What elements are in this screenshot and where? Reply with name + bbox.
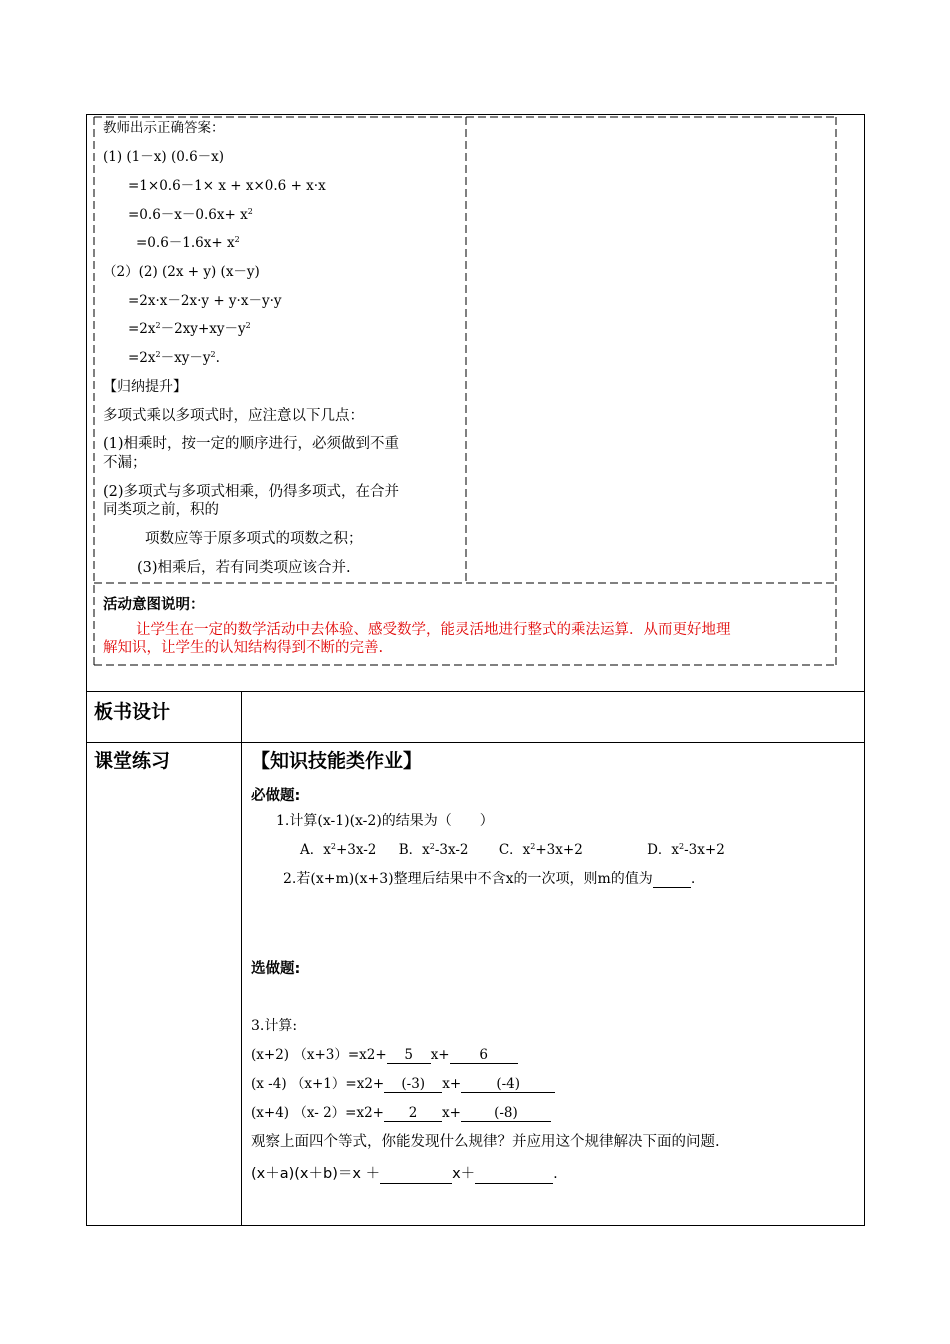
row-divider-practice bbox=[86, 742, 865, 743]
answer-q1-step1: =1×0.6－1× x + x×0.6 + x·x bbox=[128, 178, 326, 194]
summary-point2-line2: 同类项之前，积的 bbox=[103, 502, 219, 518]
summary-point2-line1: (2)多项式与多项式相乘，仍得多项式，在合并 bbox=[103, 484, 400, 500]
summary-point2-line3: 项数应等于原多项式的项数之积； bbox=[145, 531, 363, 547]
question-1-options bbox=[300, 841, 725, 859]
formula-blank-2[interactable] bbox=[475, 1165, 553, 1184]
formula: (x＋a)(x＋b)＝x ＋ x＋ . bbox=[251, 1166, 558, 1182]
label-column-divider bbox=[241, 691, 242, 1226]
intent-line2: 解知识，让学生的认知结构得到不断的完善. bbox=[103, 640, 384, 656]
observe-prompt: 观察上面四个等式，你能发现什么规律？并应用这个规律解决下面的问题. bbox=[251, 1134, 720, 1150]
answer-q2-title: （2）(2) (2x + y) (x－y) bbox=[103, 264, 260, 280]
answer-q2-step1: =2x·x－2x·y + y·x－y·y bbox=[128, 293, 282, 309]
board-label: 板书设计 bbox=[94, 701, 171, 723]
answer-q2-step2: $=2x^2-2xy+xy-y^2$ bbox=[128, 321, 251, 337]
option-a: A．$x^2+3x-2$ bbox=[300, 842, 377, 858]
optional-heading: 选做题: bbox=[251, 961, 301, 977]
option-d: D．$x^2-3x+2$ bbox=[647, 842, 725, 858]
intent-heading: 活动意图说明： bbox=[103, 597, 205, 613]
question-1: 1.计算(x-1)(x-2)的结果为（ ） bbox=[276, 813, 494, 829]
formula-blank-1[interactable] bbox=[380, 1165, 452, 1184]
summary-point1-line1: (1)相乘时，按一定的顺序进行，必须做到不重 bbox=[103, 436, 400, 452]
answer-q2-step3: $=2x^2-xy-y^2$. bbox=[128, 350, 220, 366]
outer-bottom-border bbox=[86, 1225, 865, 1226]
summary-point3: (3)相乘后，若有同类项应该合并. bbox=[137, 560, 351, 576]
summary-intro: 多项式乘以多项式时，应注意以下几点： bbox=[103, 408, 364, 424]
summary-point1-line2: 不漏； bbox=[103, 455, 147, 471]
option-c: C．$x^2+3x+2$ bbox=[498, 842, 583, 858]
question-2-blank[interactable] bbox=[653, 871, 691, 888]
answer-q1-step3: $=0.6-1.6x+ x^2$ bbox=[136, 235, 240, 251]
equation-3: (x+4) （x- 2）=x2+ 2 x+ (-8) bbox=[251, 1104, 551, 1122]
equation-2: (x -4) （x+1）=x2+ (-3) x+ (-4) bbox=[251, 1075, 555, 1093]
equation-2-blank-1[interactable]: (-3) bbox=[384, 1076, 442, 1093]
equation-1-blank-2[interactable]: 6 bbox=[450, 1047, 518, 1064]
question-3-title: 3.计算: bbox=[251, 1018, 298, 1034]
option-b: B．$x^2-3x-2$ bbox=[398, 842, 469, 858]
intent-line1: 让学生在一定的数学活动中去体验、感受数学，能灵活地进行整式的乘法运算．从而更好地理 bbox=[136, 622, 731, 638]
equation-3-blank-1[interactable]: 2 bbox=[384, 1105, 442, 1122]
equation-1: (x+2) （x+3）=x2+ 5 x+ 6 bbox=[251, 1046, 518, 1064]
practice-label: 课堂练习 bbox=[94, 750, 171, 772]
answer-q1-step2: $=0.6-x-0.6x+ x^2$ bbox=[128, 207, 253, 223]
question-2: 2.若(x+m)(x+3)整理后结果中不含x的一次项，则m的值为 . bbox=[283, 871, 696, 887]
answer-heading: 教师出示正确答案： bbox=[103, 120, 225, 136]
equation-1-blank-1[interactable]: 5 bbox=[387, 1047, 431, 1064]
equation-3-blank-2[interactable]: (-8) bbox=[461, 1105, 551, 1122]
answer-q1-title: (1) (1－x) (0.6－x) bbox=[103, 149, 225, 165]
summary-heading: 【归纳提升】 bbox=[103, 379, 187, 395]
required-heading: 必做题: bbox=[251, 788, 301, 804]
equation-2-blank-2[interactable]: (-4) bbox=[461, 1076, 555, 1093]
practice-title: 【知识技能类作业】 bbox=[251, 750, 423, 772]
